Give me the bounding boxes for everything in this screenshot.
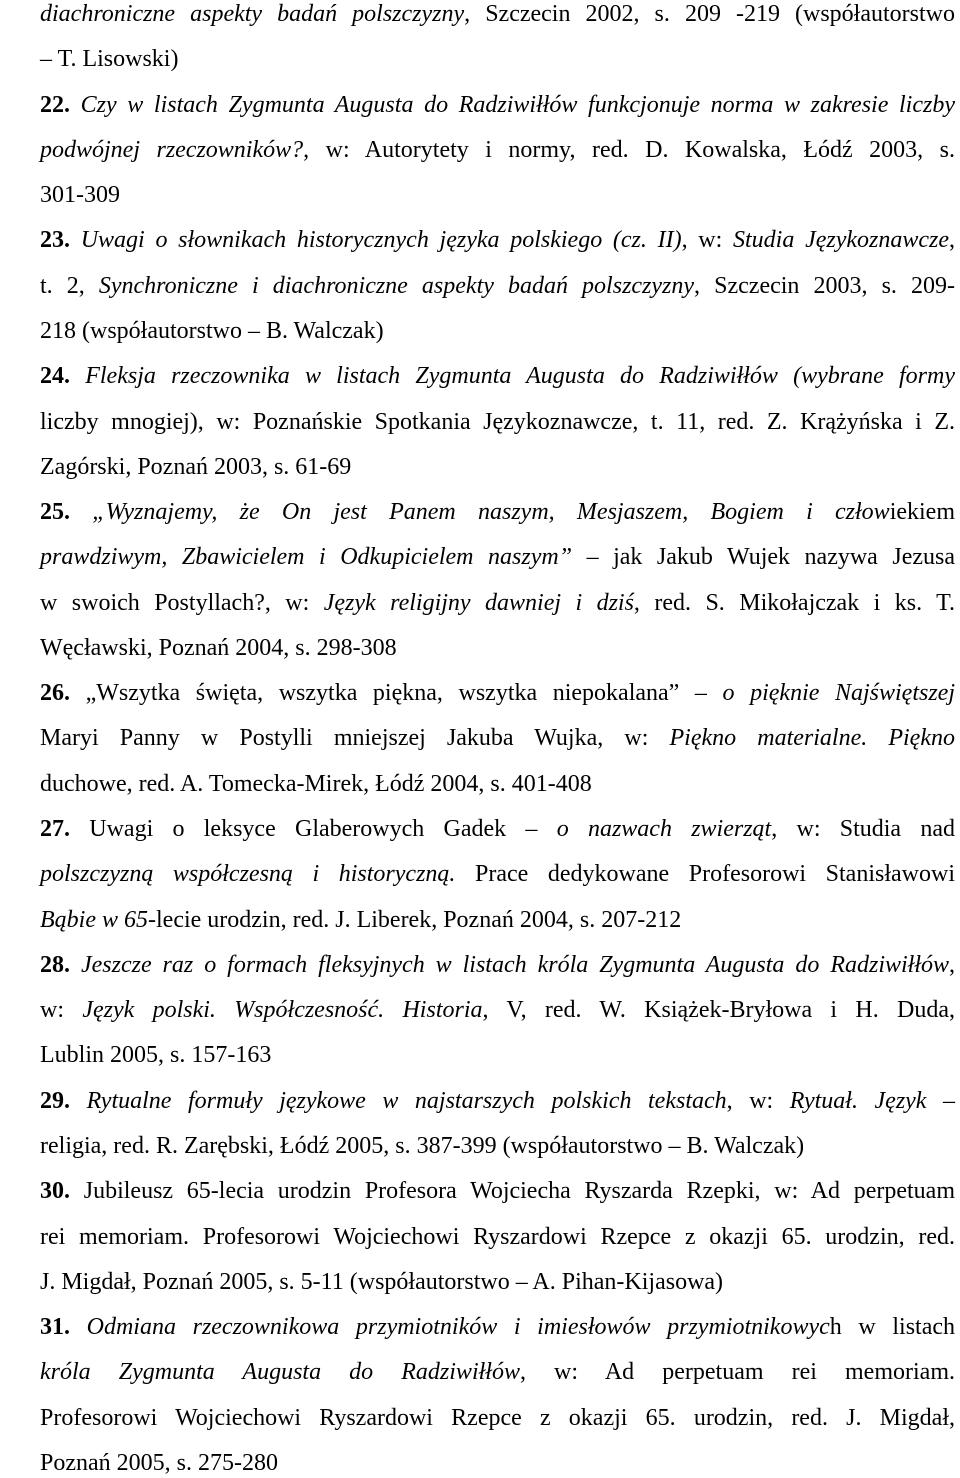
entry-line xyxy=(40,634,955,662)
entry-line xyxy=(40,543,955,571)
entry-line xyxy=(40,679,955,707)
entry-line xyxy=(40,906,955,934)
entry-title-text: Rytualne formuły językowe w najstarszych polskich tekstach xyxy=(86,1087,727,1114)
entry-text: , xyxy=(949,227,956,254)
entry-text: Prace dedykowane Profesorowi Stanisławowi xyxy=(455,861,955,888)
entry-text: w: xyxy=(40,997,83,1024)
entry-title-text: Język religijny dawniej i dziś xyxy=(323,589,634,616)
entry-text: , Szczecin 2002, s. 209 -219 (współautorstwo xyxy=(464,1,956,27)
entry-text: rei memoriam. Profesorowi Wojciechowi Ryszardowi Rzepce z okazji 65. urodzin, red. xyxy=(40,1223,955,1250)
entry-line xyxy=(40,951,955,979)
entry-line xyxy=(40,226,955,254)
entry-line xyxy=(40,770,955,798)
entry-line xyxy=(40,498,955,526)
entry-line xyxy=(40,45,955,73)
entry-text: „Wszytka święta, wszytka piękna, wszytka niepokalana” – xyxy=(85,680,723,707)
entry-line xyxy=(40,91,955,119)
entry-text: Uwagi o leksyce Glaberowych Gadek – xyxy=(89,816,557,843)
entry-title-text: prawdziwym, Zbawicielem i Odkupicielem naszym” xyxy=(40,544,573,571)
entry-text: Zagórski, Poznań 2003, s. 61-69 xyxy=(40,453,352,480)
entry-number: 28. xyxy=(40,951,70,978)
entry-text: , Szczecin 2003, s. 209- xyxy=(694,272,956,299)
entry-title-text: Bąbie w 65 xyxy=(40,906,148,933)
entry-title-text: podwójnej rzeczowników? xyxy=(40,136,304,163)
entry-line xyxy=(40,1041,955,1069)
entry-line xyxy=(40,317,955,345)
entry-line xyxy=(40,136,955,164)
entry-text: w swoich Postyllach?, w: xyxy=(40,589,324,616)
entry-text: Profesorowi Wojciechowi Ryszardowi Rzepce z okazji 65. urodzin, red. J. Migdał, xyxy=(40,1404,955,1431)
entry-line xyxy=(40,724,955,752)
entry-line xyxy=(40,272,955,300)
entry-line xyxy=(40,362,955,390)
entry-line xyxy=(40,860,955,888)
entry-title-text: Język polski. Współczesność. Historia xyxy=(82,997,483,1024)
entry-text: religia, red. R. Zarębski, Łódź 2005, s. 387-399 (współautorstwo – B. Walczak) xyxy=(40,1133,805,1159)
entry-text: Węcławski, Poznań 2004, s. 298-308 xyxy=(40,634,397,661)
entry-text: , w: xyxy=(681,227,734,254)
entry-line xyxy=(40,1313,955,1341)
entry-text: , w: Studia nad xyxy=(771,816,956,843)
entry-title-text: o nazwach zwierząt xyxy=(556,816,772,843)
entry-title-text: Czy w listach Zygmunta Augusta do Radziwiłłów funkcjonuje norma w zakresie liczby xyxy=(80,91,955,118)
entry-number: 29. xyxy=(40,1087,70,1114)
entry-text: h w listach xyxy=(829,1314,956,1341)
entry-line xyxy=(40,1268,955,1296)
entry-title-text: diachroniczne aspekty badań polszczyzny xyxy=(40,1,465,27)
entry-line xyxy=(40,589,955,617)
entry-number: 22. xyxy=(40,91,70,118)
entry-title-text: „Wyznajemy, że On jest Panem naszym, Mesjaszem, Bogiem i człow xyxy=(92,499,890,526)
entry-text: , red. S. Mikołajczak i ks. T. xyxy=(633,589,955,616)
entry-number: 27. xyxy=(40,816,70,843)
entry-number: 30. xyxy=(40,1178,70,1205)
entry-title-text: Jeszcze raz o formach fleksyjnych w listach króla Zygmunta Augusta do Radziwiłłów xyxy=(80,951,950,978)
entry-line xyxy=(40,815,955,843)
entry-title-text: Odmiana rzeczownikowa przymiotników i imiesłowów przymiotnikowyc xyxy=(86,1314,830,1341)
entry-title-text: Synchroniczne i diachroniczne aspekty badań polszczyzny xyxy=(98,272,695,299)
entry-line xyxy=(40,1449,955,1477)
entry-title-text: króla Zygmunta Augusta do Radziwiłłów xyxy=(40,1359,520,1386)
entry-text: – jak Jakub Wujek nazywa Jezusa xyxy=(572,544,955,571)
entry-number: 26. xyxy=(40,680,70,707)
entry-number: 25. xyxy=(40,499,70,526)
entry-line xyxy=(40,1358,955,1386)
entry-text: , xyxy=(949,951,956,978)
entry-text: Lublin 2005, s. 157-163 xyxy=(40,1042,272,1069)
entry-text: , V, red. W. Książek-Bryłowa i H. Duda, xyxy=(482,997,956,1024)
entry-title-text: Uwagi o słownikach historycznych języka polskiego (cz. II) xyxy=(80,227,682,254)
entry-title-text: Fleksja rzeczownika w listach Zygmunta Augusta do Radziwiłłów (wybrane formy xyxy=(85,363,956,390)
entry-line xyxy=(40,0,955,28)
entry-text: Jubileusz 65-lecia urodzin Profesora Wojciecha Ryszarda Rzepki, w: Ad perpetuam xyxy=(83,1178,955,1205)
entry-line xyxy=(40,1177,955,1205)
entry-text: , w: Autorytety i normy, red. D. Kowalska, Łódź 2003, s. xyxy=(303,136,956,163)
entry-text: , w: xyxy=(726,1087,790,1114)
entry-line xyxy=(40,1132,955,1160)
entry-line xyxy=(40,1087,955,1115)
entry-text: t. 2, xyxy=(40,272,99,299)
entry-line xyxy=(40,181,955,209)
entry-number: 31. xyxy=(40,1314,70,1341)
entry-text: liczby mnogiej), w: Poznańskie Spotkania Językoznawcze, t. 11, red. Z. Krążyńska i Z. xyxy=(40,408,955,435)
entry-title-text: polszczyzną współczesną i historyczną. xyxy=(40,861,456,888)
entry-text: , w: Ad perpetuam rei memoriam. xyxy=(519,1359,955,1386)
entry-line xyxy=(40,996,955,1024)
entry-number: 23. xyxy=(40,227,70,254)
entry-text: -lecie urodzin, red. J. Liberek, Poznań 2004, s. 207-212 xyxy=(148,906,682,933)
entry-text: J. Migdał, Poznań 2005, s. 5-11 (współautorstwo – A. Pihan-Kijasowa) xyxy=(40,1268,724,1295)
entry-line xyxy=(40,1404,955,1432)
entry-title-text: o pięknie Najświętszej xyxy=(722,680,955,707)
entry-line xyxy=(40,453,955,481)
entry-text: 301-309 xyxy=(40,182,120,209)
entry-text: duchowe, red. A. Tomecka-Mirek, Łódź 2004, s. 401-408 xyxy=(40,770,592,797)
entry-text: – T. Lisowski) xyxy=(40,46,179,73)
entry-text: Maryi Panny w Postylli mniejszej Jakuba Wujka, w: xyxy=(40,725,670,752)
entry-title-text: Rytuał. Język – xyxy=(789,1087,956,1114)
entry-text: 218 (współautorstwo – B. Walczak) xyxy=(40,317,384,344)
entry-line xyxy=(40,1223,955,1251)
entry-line xyxy=(40,408,955,436)
entry-number: 24. xyxy=(40,363,70,390)
entry-text: iekiem xyxy=(889,499,955,526)
entry-text: Poznań 2005, s. 275-280 xyxy=(40,1449,278,1476)
entry-title-text: Piękno materialne. Piękno xyxy=(669,725,955,752)
entry-title-text: Studia Językoznawcze xyxy=(733,227,950,254)
